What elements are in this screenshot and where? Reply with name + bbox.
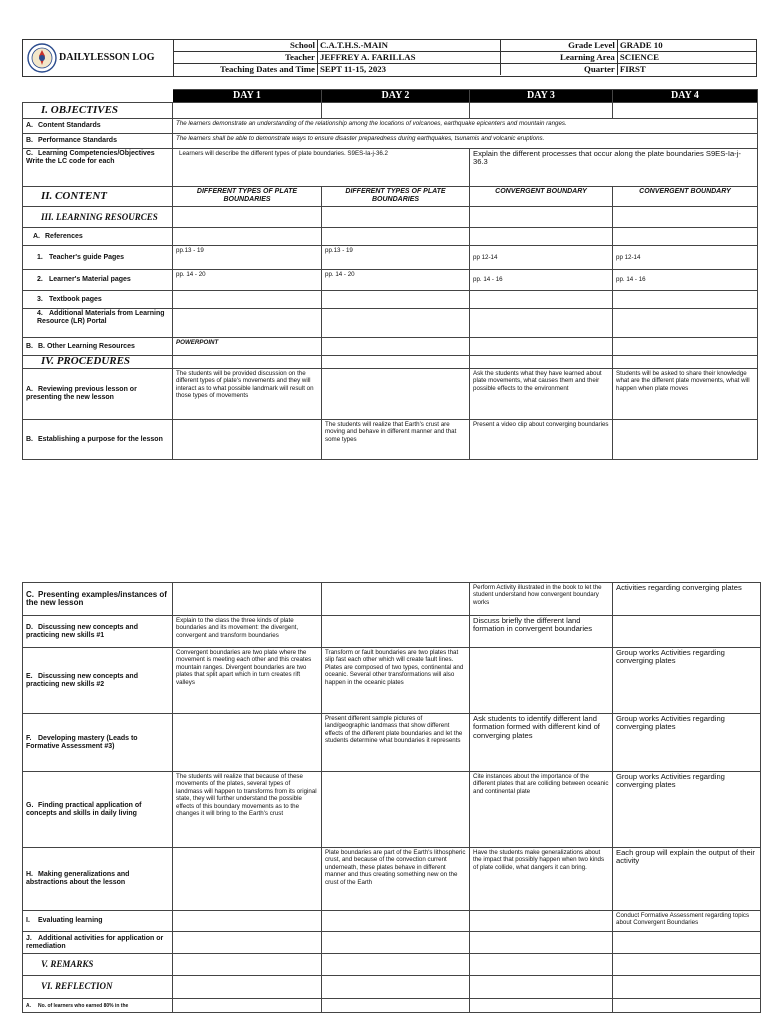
content-day1: DIFFERENT TYPES OF PLATE BOUNDARIES xyxy=(173,187,322,207)
procedure-f-day4: Group works Activities regarding converging plates xyxy=(613,714,761,772)
objectives-heading: I. OBJECTIVES xyxy=(23,103,173,119)
additional-materials-label: 4. Additional Materials from Learning Resource (LR) Portal xyxy=(23,309,173,338)
school-value: C.A.T.H.S.-MAIN xyxy=(317,40,500,52)
dates-label: Teaching Dates and Time xyxy=(174,64,318,76)
procedure-g-label: G. Finding practical application of concepts and skills in daily living xyxy=(23,772,173,848)
procedure-e-day1: Convergent boundaries are two plate where the movement is meeting each other and this creates mountain ranges. Divergent boundaries are two plates that split apart which in turn creates rift valleys xyxy=(173,648,322,714)
grade-value: GRADE 10 xyxy=(617,40,756,52)
logo-area xyxy=(23,40,174,76)
competencies-text-day1-2: Learners will describe the different types of plate boundaries. S9ES-Ia-j-36.2 xyxy=(173,149,470,187)
procedure-d-day1: Explain to the class the three kinds of plate boundaries and its movement: the divergent, convergent and transform boundaries xyxy=(173,616,322,648)
learners-material-label: 2. Learner's Material pages xyxy=(23,270,173,291)
day-3-header: DAY 3 xyxy=(470,90,613,103)
procedure-c-label: C. Presenting examples/instances of the new lesson xyxy=(23,583,173,616)
content-standards-text: The learners demonstrate an understanding of the relationship among the locations of volcanoes, earthquake epicenters and mountain ranges. xyxy=(173,119,758,134)
area-label: Learning Area xyxy=(501,52,618,64)
procedure-h-label: H. Making generalizations and abstractions about the lesson xyxy=(23,848,173,911)
content-heading: II. CONTENT xyxy=(23,187,173,207)
corner-cell xyxy=(23,90,173,103)
grade-label: Grade Level xyxy=(501,40,618,52)
procedure-f-day2: Present different sample pictures of land/geographic landmass that show different effects of the different plate boundaries and let the students determine what boundaries it represents xyxy=(322,714,470,772)
content-standards-label: A. Content Standards xyxy=(23,119,173,134)
tg-day1: pp.13 - 19 xyxy=(173,246,322,270)
procedure-b-day2: The students will realize that Earth's crust are moving and behave in different manner and that some types xyxy=(322,420,470,460)
procedure-i-label: I. Evaluating learning xyxy=(23,911,173,932)
teacher-label: Teacher xyxy=(174,52,318,64)
lesson-log-header xyxy=(22,39,757,77)
procedures-heading: IV. PROCEDURES xyxy=(23,356,173,369)
tg-day2: pp.13 - 19 xyxy=(322,246,470,270)
reflection-a-label: A. No. of learners who earned 80% in the xyxy=(23,999,173,1013)
procedure-a-day4: Students will be asked to share their knowledge what are the different plate movements, what will happen when plate moves xyxy=(613,369,758,420)
tg-day3: pp 12-14 xyxy=(470,246,613,270)
log-title: DAILYLESSON LOG xyxy=(59,52,155,63)
procedure-h-day4: Each group will explain the output of their activity xyxy=(613,848,761,911)
textbook-label: 3. Textbook pages xyxy=(23,291,173,309)
dates-value: SEPT 11-15, 2023 xyxy=(317,64,500,76)
lm-day2: pp. 14 - 20 xyxy=(322,270,470,291)
school-label: School xyxy=(174,40,318,52)
procedure-i-day4: Conduct Formative Assessment regarding topics about Convergent Boundaries xyxy=(613,911,761,932)
teachers-guide-label: 1. Teacher's guide Pages xyxy=(23,246,173,270)
procedure-a-label: A. Reviewing previous lesson or presenting the new lesson xyxy=(23,369,173,420)
procedure-g-day1: The students will realize that because of these movements of the plates, several types of landmass will happen to transforms from its original state, they will further understand the possible effects of this boundary movements as to the changes it will bring to the Earth's crust xyxy=(173,772,322,848)
procedure-e-day2: Transform or fault boundaries are two plates that slip fast each other which will create fault lines. Plates are composed of two types, continental and oceanic. Several other transformations will also happen in the oceanic plates xyxy=(322,648,470,714)
procedure-c-day3: Perform Activity illustrated in the book to let the student understand how convergent boundary works xyxy=(470,583,613,616)
competencies-label: C. Learning Competencies/Objectives Write the LC code for each xyxy=(23,149,173,187)
procedure-c-day4: Activities regarding converging plates xyxy=(613,583,761,616)
procedure-b-label: B. Establishing a purpose for the lesson xyxy=(23,420,173,460)
lm-day3: pp. 14 - 16 xyxy=(470,270,613,291)
resources-heading: III. LEARNING RESOURCES xyxy=(23,207,173,228)
procedure-a-day3: Ask the students what they have learned about plate movements, what causes them and their possible effects to the environment xyxy=(470,369,613,420)
day-4-header: DAY 4 xyxy=(613,90,758,103)
other-resources-day1: POWERPOINT xyxy=(173,338,322,356)
lesson-table-part2 xyxy=(22,582,761,1013)
lm-day1: pp. 14 - 20 xyxy=(173,270,322,291)
remarks-heading: V. REMARKS xyxy=(23,954,173,976)
procedure-h-day2: Plate boundaries are part of the Earth's lithospheric crust, and because of the convection current underneath, these plates behave in different manner and thus creating something new on the crust of the Earth xyxy=(322,848,470,911)
quarter-value: FIRST xyxy=(617,64,756,76)
other-resources-label: B. B. Other Learning Resources xyxy=(23,338,173,356)
procedure-d-label: D. Discussing new concepts and practicing new skills #1 xyxy=(23,616,173,648)
reflection-heading: VI. REFLECTION xyxy=(23,976,173,999)
header-info-table xyxy=(173,40,756,75)
performance-standards-text: The learners shall be able to demonstrate ways to ensure disaster preparedness during earthquakes, tsunamis and volcanic eruptions. xyxy=(173,134,758,149)
content-day3: CONVERGENT BOUNDARY xyxy=(470,187,613,207)
quarter-label: Quarter xyxy=(501,64,618,76)
procedure-e-day4: Group works Activities regarding converging plates xyxy=(613,648,761,714)
procedure-d-day3: Discuss briefly the different land formation in convergent boundaries xyxy=(470,616,613,648)
procedure-a-day1: The students will be provided discussion on the different types of plate's movements and they will interact as to what possible landmark will result on those types of movements xyxy=(173,369,322,420)
procedure-f-day3: Ask students to identify different land formation formed with different kind of converging plates xyxy=(470,714,613,772)
content-day2: DIFFERENT TYPES OF PLATE BOUNDARIES xyxy=(322,187,470,207)
procedure-b-day3: Present a video clip about converging boundaries xyxy=(470,420,613,460)
day-1-header: DAY 1 xyxy=(173,90,322,103)
lesson-table-part1 xyxy=(22,89,758,460)
day-2-header: DAY 2 xyxy=(322,90,470,103)
competencies-text-day3-4: Explain the different processes that occur along the plate boundaries S9ES-Ia-j-36.3 xyxy=(470,149,758,187)
performance-standards-label: B. Performance Standards xyxy=(23,134,173,149)
area-value: SCIENCE xyxy=(617,52,756,64)
procedure-f-label: F. Developing mastery (Leads to Formative Assessment #3) xyxy=(23,714,173,772)
tg-day4: pp 12-14 xyxy=(613,246,758,270)
procedure-g-day4: Group works Activities regarding converging plates xyxy=(613,772,761,848)
references-label: A. References xyxy=(23,228,173,246)
deped-seal-icon xyxy=(27,43,57,73)
procedure-e-label: E. Discussing new concepts and practicing new skills #2 xyxy=(23,648,173,714)
procedure-h-day3: Have the students make generalizations about the impact that possibly happen when two kinds of plate collide, what dangers it can bring. xyxy=(470,848,613,911)
content-day4: CONVERGENT BOUNDARY xyxy=(613,187,758,207)
procedure-g-day3: Cite instances about the importance of the different plates that are colliding between oceanic and continental plate xyxy=(470,772,613,848)
procedure-j-label: J. Additional activities for application or remediation xyxy=(23,932,173,954)
lm-day4: pp. 14 - 16 xyxy=(613,270,758,291)
teacher-value: JEFFREY A. FARILLAS xyxy=(317,52,500,64)
